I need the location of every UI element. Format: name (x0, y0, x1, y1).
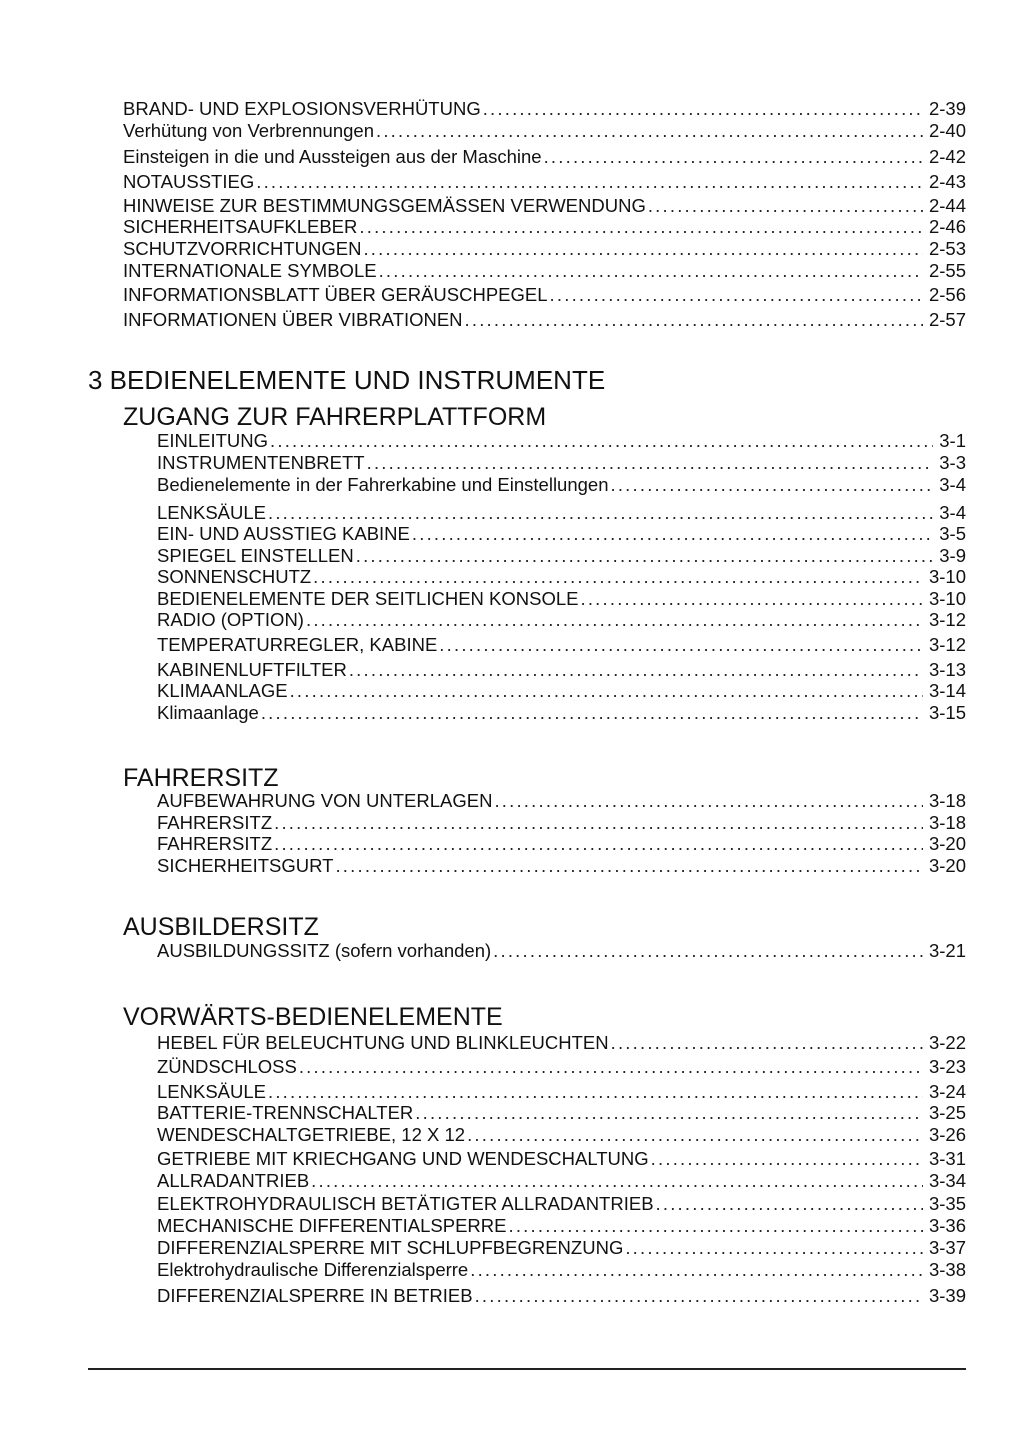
dot-leader (439, 634, 923, 656)
toc-entry-title: INFORMATIONSBLATT ÜBER GERÄUSCHPEGEL (123, 284, 548, 305)
dot-leader (412, 523, 933, 545)
dot-leader (268, 502, 933, 524)
toc-entry-title: KLIMAANLAGE (157, 680, 288, 701)
dot-leader (349, 659, 923, 681)
toc-entry-title: NOTAUSSTIEG (123, 171, 255, 192)
toc-entry[interactable] (157, 1285, 966, 1307)
toc-entry[interactable] (157, 790, 966, 812)
toc-entry-page: 3-31 (928, 1148, 966, 1169)
toc-entry-title: DIFFERENZIALSPERRE MIT SCHLUPFBEGRENZUNG (157, 1237, 624, 1258)
toc-entry[interactable] (157, 1056, 966, 1078)
section-heading: ZUGANG ZUR FAHRERPLATTFORM (123, 403, 547, 431)
toc-entry-title: SCHUTZVORRICHTUNGEN (123, 238, 362, 259)
toc-entry[interactable] (157, 1193, 966, 1215)
toc-entry-title: INSTRUMENTENBRETT (157, 452, 365, 473)
toc-entry-page: 2-46 (928, 216, 966, 237)
toc-entry[interactable] (157, 1259, 966, 1281)
toc-entry[interactable] (157, 430, 966, 452)
toc-entry[interactable] (157, 680, 966, 702)
toc-entry-title: Klimaanlage (157, 702, 259, 723)
toc-entry-page: 3-35 (928, 1193, 966, 1214)
toc-entry-page: 3-9 (939, 545, 966, 566)
toc-entry[interactable] (157, 940, 966, 962)
toc-entry-title: RADIO (OPTION) (157, 609, 304, 630)
toc-entry-title: AUFBEWAHRUNG VON UNTERLAGEN (157, 790, 493, 811)
toc-entry-page: 2-40 (928, 120, 966, 141)
dot-leader (483, 98, 923, 120)
toc-entry-title: Elektrohydraulische Differenzialsperre (157, 1259, 469, 1280)
toc-entry-title: INFORMATIONEN ÜBER VIBRATIONEN (123, 309, 463, 330)
toc-entry[interactable] (157, 659, 966, 681)
toc-entry-page: 3-20 (928, 855, 966, 876)
dot-leader (356, 545, 934, 567)
toc-entry-title: Verhütung von Verbrennungen (123, 120, 374, 141)
toc-entry-title: HEBEL FÜR BELEUCHTUNG UND BLINKLEUCHTEN (157, 1032, 609, 1053)
toc-entry[interactable] (123, 284, 966, 306)
dot-leader (311, 1170, 923, 1192)
chapter-heading: 3 BEDIENELEMENTE UND INSTRUMENTE (88, 365, 606, 395)
toc-entry[interactable] (123, 171, 966, 193)
toc-entry[interactable] (157, 855, 966, 877)
toc-entry[interactable] (123, 146, 966, 168)
toc-entry-title: INTERNATIONALE SYMBOLE (123, 260, 377, 281)
toc-entry-title: ELEKTROHYDRAULISCH BETÄTIGTER ALLRADANTRIEB (157, 1193, 654, 1214)
toc-entry[interactable] (157, 566, 966, 588)
toc-entry-page: 3-22 (928, 1032, 966, 1053)
toc-entry[interactable] (157, 474, 966, 496)
toc-entry[interactable] (123, 238, 966, 260)
toc-entry-title: SICHERHEITSGURT (157, 855, 334, 876)
toc-entry-page: 3-18 (928, 790, 966, 811)
toc-entry-page: 3-25 (928, 1102, 966, 1123)
toc-entry-title: BEDIENELEMENTE DER SEITLICHEN KONSOLE (157, 588, 579, 609)
dot-leader (268, 1081, 923, 1103)
dot-leader (290, 680, 923, 702)
dot-leader (509, 1215, 923, 1237)
dot-leader (475, 1285, 923, 1307)
toc-entry[interactable] (157, 702, 966, 724)
toc-entry-page: 3-21 (928, 940, 966, 961)
dot-leader (306, 609, 923, 631)
toc-entry[interactable] (157, 1237, 966, 1259)
dot-leader (376, 120, 923, 142)
toc-entry[interactable] (157, 1124, 966, 1146)
dot-leader (313, 566, 923, 588)
dot-leader (256, 171, 923, 193)
toc-entry-page: 3-26 (928, 1124, 966, 1145)
toc-entry-page: 3-18 (928, 812, 966, 833)
toc-entry[interactable] (157, 1081, 966, 1103)
toc-entry-title: HINWEISE ZUR BESTIMMUNGSGEMÄSSEN VERWENDUNG (123, 195, 646, 216)
toc-entry-page: 2-39 (928, 98, 966, 119)
dot-leader (611, 474, 934, 496)
toc-entry-title: FAHRERSITZ (157, 812, 273, 833)
toc-entry[interactable] (157, 812, 966, 834)
dot-leader (467, 1124, 923, 1146)
dot-leader (648, 195, 923, 217)
dot-leader (367, 452, 934, 474)
toc-entry-page: 3-39 (928, 1285, 966, 1306)
toc-entry[interactable] (123, 120, 966, 142)
section-heading: FAHRERSITZ (123, 764, 279, 792)
toc-entry[interactable] (157, 833, 966, 855)
toc-entry-title: Bedienelemente in der Fahrerkabine und Einstellungen (157, 474, 609, 495)
toc-entry-title: EIN- UND AUSSTIEG KABINE (157, 523, 410, 544)
toc-entry-title: ALLRADANTRIEB (157, 1170, 310, 1191)
dot-leader (544, 146, 923, 168)
toc-entry-page: 3-36 (928, 1215, 966, 1236)
toc-entry-title: WENDESCHALTGETRIEBE, 12 X 12 (157, 1124, 466, 1145)
toc-entry-title: GETRIEBE MIT KRIECHGANG UND WENDESCHALTUNG (157, 1148, 649, 1169)
toc-entry-title: Einsteigen in die und Aussteigen aus der Maschine (123, 146, 542, 167)
dot-leader (465, 309, 923, 331)
dot-leader (359, 216, 923, 238)
toc-entry-title: FAHRERSITZ (157, 833, 273, 854)
dot-leader (494, 790, 923, 812)
toc-entry[interactable] (157, 1032, 966, 1054)
toc-entry[interactable] (157, 1148, 966, 1170)
dot-leader (611, 1032, 923, 1054)
footer-rule (88, 1368, 966, 1370)
toc-entry-page: 3-34 (928, 1170, 966, 1191)
dot-leader (625, 1237, 923, 1259)
dot-leader (470, 1259, 923, 1281)
toc-entry[interactable] (157, 1170, 966, 1192)
dot-leader (379, 260, 923, 282)
toc-entry-page: 3-14 (928, 680, 966, 701)
toc-entry[interactable] (123, 98, 966, 120)
toc-entry-title: EINLEITUNG (157, 430, 269, 451)
toc-entry-page: 3-38 (928, 1259, 966, 1280)
toc-entry-page: 3-1 (939, 430, 966, 451)
toc-entry[interactable] (123, 260, 966, 282)
dot-leader (335, 855, 923, 877)
toc-entry-page: 2-55 (928, 260, 966, 281)
toc-entry[interactable] (157, 1215, 966, 1237)
toc-entry-page: 2-57 (928, 309, 966, 330)
toc-entry-page: 2-42 (928, 146, 966, 167)
toc-entry[interactable] (123, 216, 966, 238)
dot-leader (274, 833, 923, 855)
toc-entry-page: 3-4 (939, 502, 966, 523)
toc-entry[interactable] (157, 634, 966, 656)
toc-entry[interactable] (123, 195, 966, 217)
toc-entry-page: 2-53 (928, 238, 966, 259)
toc-entry-page: 3-23 (928, 1056, 966, 1077)
toc-entry-title: BRAND- UND EXPLOSIONSVERHÜTUNG (123, 98, 481, 119)
toc-entry[interactable] (157, 588, 966, 610)
toc-entry-title: SICHERHEITSAUFKLEBER (123, 216, 358, 237)
dot-leader (274, 812, 923, 834)
toc-entry[interactable] (157, 545, 966, 567)
toc-entry-page: 3-4 (939, 474, 966, 495)
dot-leader (270, 430, 933, 452)
dot-leader (550, 284, 923, 306)
dot-leader (581, 588, 923, 610)
toc-entry-title: DIFFERENZIALSPERRE IN BETRIEB (157, 1285, 473, 1306)
dot-leader (299, 1056, 923, 1078)
toc-entry-title: KABINENLUFTFILTER (157, 659, 347, 680)
toc-entry-page: 3-37 (928, 1237, 966, 1258)
dot-leader (493, 940, 923, 962)
dot-leader (651, 1148, 923, 1170)
toc-entry[interactable] (157, 609, 966, 631)
toc-entry-title: TEMPERATURREGLER, KABINE (157, 634, 438, 655)
toc-entry[interactable] (157, 452, 966, 474)
toc-entry-page: 2-44 (928, 195, 966, 216)
toc-entry-page: 3-10 (928, 588, 966, 609)
toc-entry-title: AUSBILDUNGSSITZ (sofern vorhanden) (157, 940, 492, 961)
toc-entry-title: LENKSÄULE (157, 1081, 266, 1102)
toc-entry-title: LENKSÄULE (157, 502, 266, 523)
dot-leader (261, 702, 923, 724)
toc-entry-title: MECHANISCHE DIFFERENTIALSPERRE (157, 1215, 507, 1236)
toc-entry-page: 3-10 (928, 566, 966, 587)
section-heading: AUSBILDERSITZ (123, 913, 319, 941)
toc-entry-page: 3-12 (928, 609, 966, 630)
dot-leader (363, 238, 923, 260)
toc-entry-page: 3-3 (939, 452, 966, 473)
toc-entry-page: 3-20 (928, 833, 966, 854)
toc-entry-page: 2-43 (928, 171, 966, 192)
dot-leader (415, 1102, 923, 1124)
toc-entry[interactable] (157, 523, 966, 545)
toc-entry-page: 3-5 (939, 523, 966, 544)
toc-entry-title: ZÜNDSCHLOSS (157, 1056, 297, 1077)
toc-entry-page: 3-12 (928, 634, 966, 655)
section-heading: VORWÄRTS-BEDIENELEMENTE (123, 1003, 503, 1031)
toc-entry[interactable] (157, 1102, 966, 1124)
toc-entry-page: 3-24 (928, 1081, 966, 1102)
toc-entry-title: SONNENSCHUTZ (157, 566, 312, 587)
toc-entry-title: SPIEGEL EINSTELLEN (157, 545, 354, 566)
toc-entry-page: 2-56 (928, 284, 966, 305)
toc-entry[interactable] (123, 309, 966, 331)
toc-entry-page: 3-15 (928, 702, 966, 723)
toc-entry[interactable] (157, 502, 966, 524)
dot-leader (656, 1193, 923, 1215)
toc-entry-page: 3-13 (928, 659, 966, 680)
toc-entry-title: BATTERIE-TRENNSCHALTER (157, 1102, 414, 1123)
